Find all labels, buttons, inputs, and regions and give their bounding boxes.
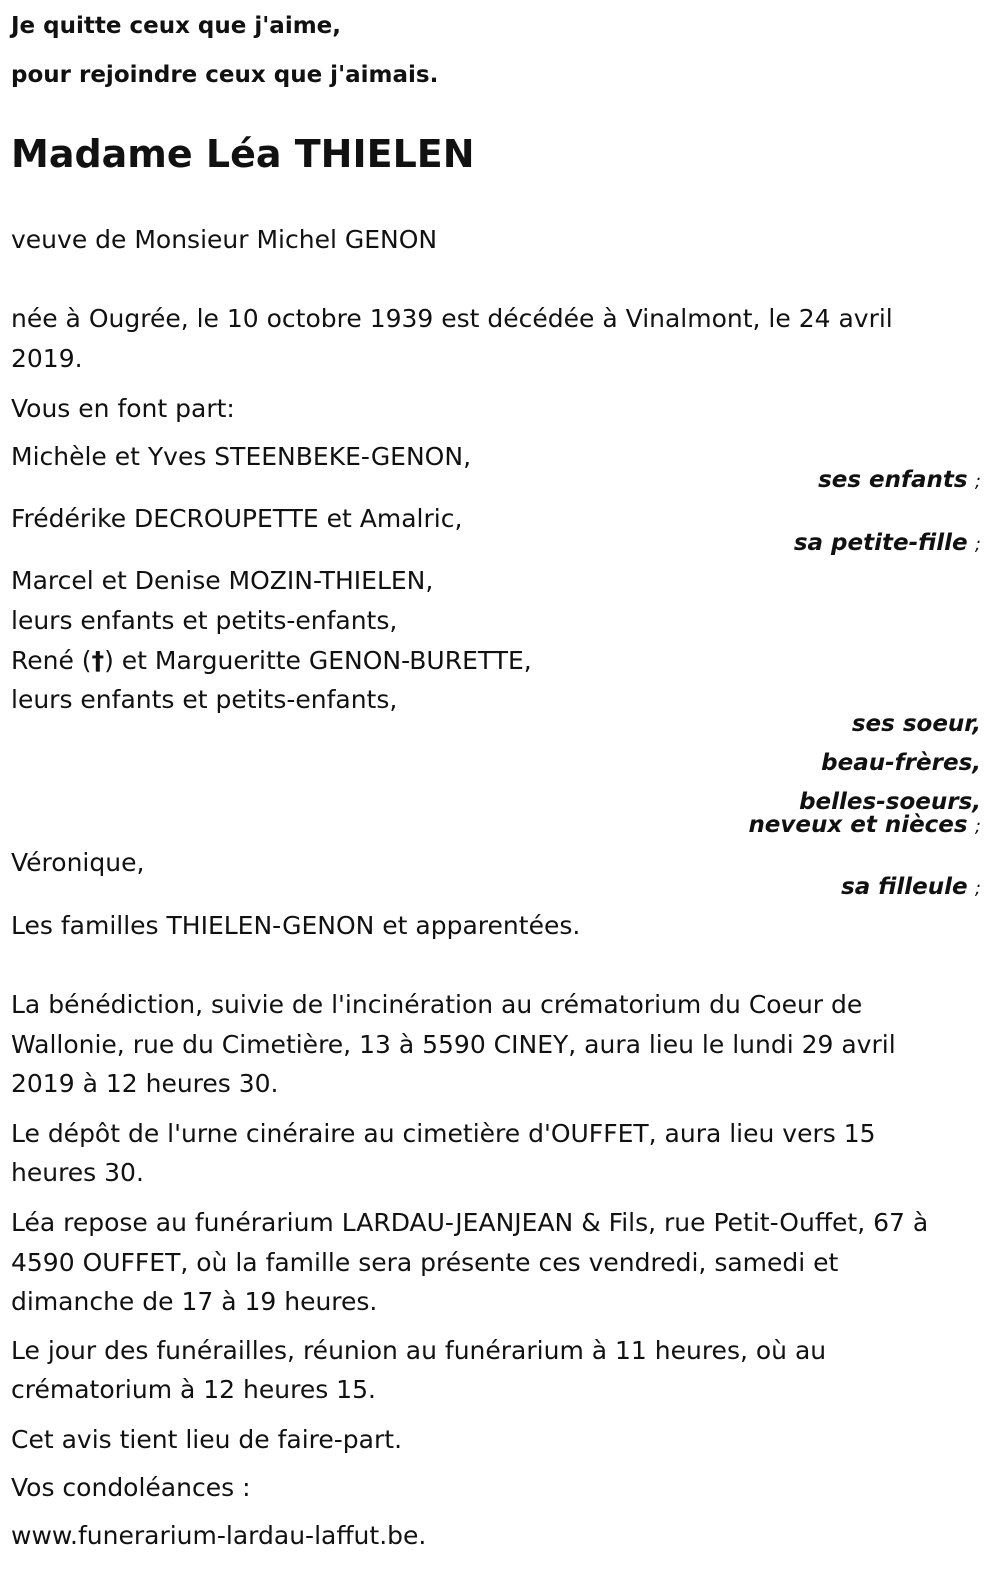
meeting-line-1: Le jour des funérailles, réunion au funérarium à 11 heures, où au bbox=[11, 1336, 827, 1365]
siblings-line-2: leurs enfants et petits-enfants, bbox=[11, 606, 398, 635]
rest-line-3: dimanche de 17 à 19 heures. bbox=[11, 1287, 378, 1316]
ceremony-line-3: 2019 à 12 heures 30. bbox=[11, 1069, 279, 1098]
birth-death-line-2: 2019. bbox=[11, 344, 83, 373]
urn-line-1: Le dépôt de l'urne cinéraire au cimetière d'OUFFET, aura lieu vers 15 bbox=[11, 1119, 876, 1148]
role-brothers-in-law-label: beau-frères, bbox=[821, 750, 981, 776]
children-names: Michèle et Yves STEENBEKE-GENON, bbox=[11, 442, 472, 471]
siblings-line-1: Marcel et Denise MOZIN-THIELEN, bbox=[11, 566, 434, 595]
siblings-line-3-post: ) et Margueritte GENON-BURETTE, bbox=[104, 646, 532, 675]
quote-line-1: Je quitte ceux que j'aime, bbox=[11, 13, 342, 39]
children-role bbox=[818, 467, 981, 495]
families-line: Les familles THIELEN-GENON et apparentées. bbox=[11, 911, 581, 940]
condolences-website: www.funerarium-lardau-laffut.be. bbox=[11, 1521, 427, 1550]
announce-line: Vous en font part: bbox=[11, 394, 235, 423]
role-sisters bbox=[852, 711, 981, 737]
goddaughter-role bbox=[841, 874, 981, 902]
granddaughter-role-label: sa petite-fille bbox=[793, 530, 968, 556]
widow-line: veuve de Monsieur Michel GENON bbox=[11, 225, 438, 254]
rest-line-2: 4590 OUFFET, où la famille sera présente ces vendredi, samedi et bbox=[11, 1248, 839, 1277]
role-sisters-in-law-label: belles-soeurs, bbox=[799, 789, 981, 815]
ceremony-line-1: La bénédiction, suivie de l'incinération au crématorium du Coeur de bbox=[11, 990, 863, 1019]
role-nephews-nieces bbox=[748, 812, 981, 840]
role-sisters-label: ses soeur, bbox=[851, 711, 981, 737]
granddaughter-role-sep: ; bbox=[974, 534, 981, 555]
role-nephews-nieces-sep: ; bbox=[974, 816, 981, 837]
children-role-sep: ; bbox=[974, 471, 981, 492]
siblings-line-3 bbox=[11, 641, 532, 681]
birth-death-line-1: née à Ougrée, le 10 octobre 1939 est décédée à Vinalmont, le 24 avril bbox=[11, 304, 893, 333]
deceased-name: Madame Léa THIELEN bbox=[11, 132, 475, 176]
granddaughter-role bbox=[794, 530, 981, 558]
goddaughter-role-label: sa filleule bbox=[841, 874, 968, 900]
role-nephews-nieces-label: neveux et nièces bbox=[748, 812, 968, 838]
goddaughter-names: Véronique, bbox=[11, 848, 145, 877]
children-role-label: ses enfants bbox=[818, 467, 968, 493]
quote-line-2: pour rejoindre ceux que j'aimais. bbox=[11, 62, 439, 88]
condolences-label: Vos condoléances : bbox=[11, 1473, 251, 1502]
role-brothers-in-law bbox=[821, 750, 981, 776]
siblings-line-4: leurs enfants et petits-enfants, bbox=[11, 685, 398, 714]
urn-line-2: heures 30. bbox=[11, 1158, 144, 1187]
notice-line: Cet avis tient lieu de faire-part. bbox=[11, 1425, 403, 1454]
granddaughter-names: Frédérike DECROUPETTE et Amalric, bbox=[11, 504, 463, 533]
goddaughter-role-sep: ; bbox=[974, 878, 981, 899]
cross-icon: † bbox=[91, 646, 105, 675]
siblings-line-3-pre: René ( bbox=[11, 646, 92, 675]
meeting-line-2: crématorium à 12 heures 15. bbox=[11, 1375, 376, 1404]
rest-line-1: Léa repose au funérarium LARDAU-JEANJEAN & Fils, rue Petit-Ouffet, 67 à bbox=[11, 1208, 929, 1237]
ceremony-line-2: Wallonie, rue du Cimetière, 13 à 5590 CINEY, aura lieu le lundi 29 avril bbox=[11, 1030, 896, 1059]
